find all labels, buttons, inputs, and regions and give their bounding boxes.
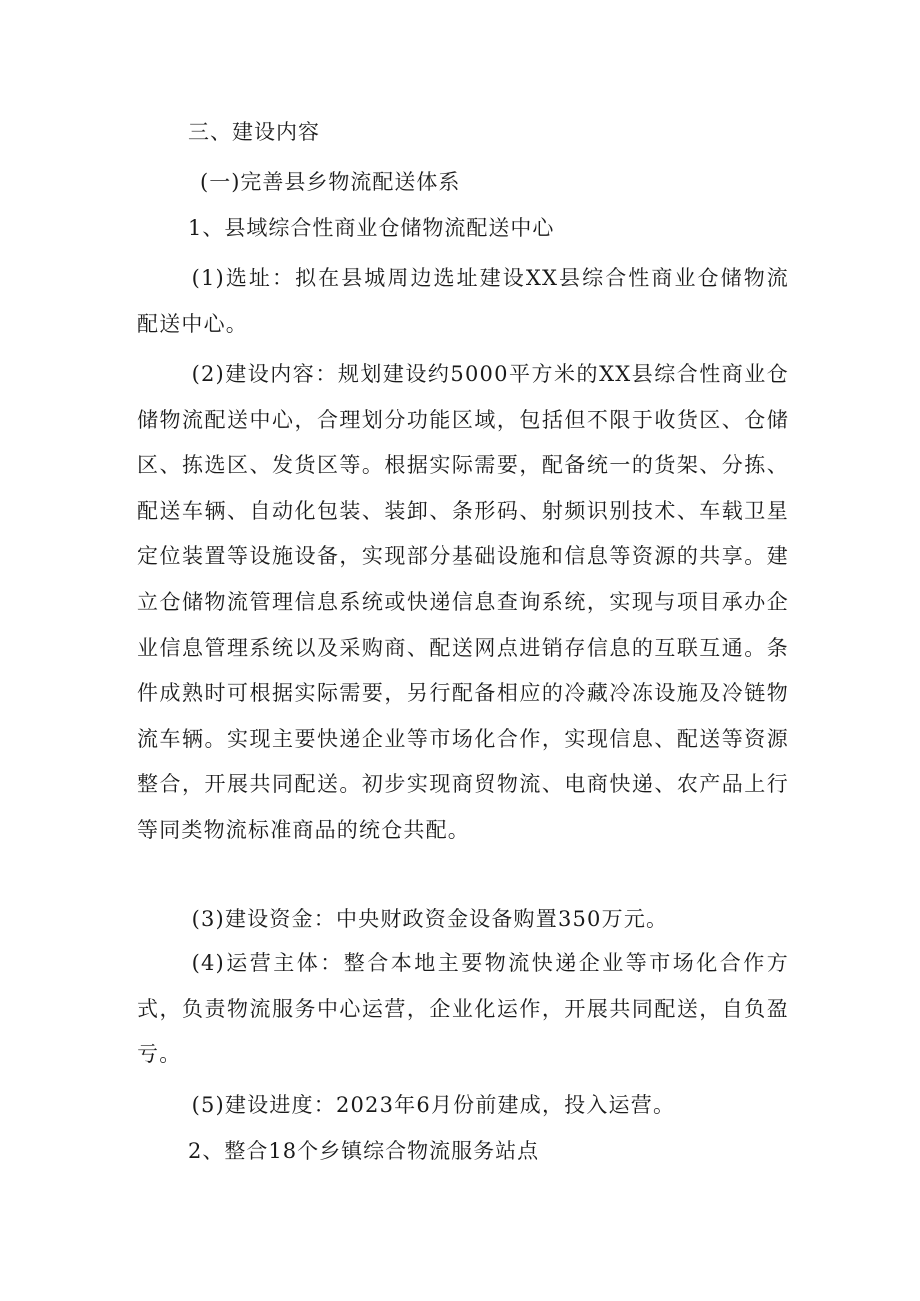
subsection-heading: (一)完善县乡物流配送体系 — [200, 170, 461, 194]
item2-heading: 2、整合18个乡镇综合物流服务站点 — [188, 1139, 540, 1163]
paragraph-site-selection: (1)选址：拟在县城周边选址建设XX县综合性商业仓储物流配送中心。 — [137, 266, 789, 336]
section-heading: 三、建设内容 — [188, 120, 320, 144]
paragraph-construction-progress: (5)建设进度：2023年6月份前建成，投入运营。 — [191, 1093, 676, 1117]
paragraph-construction-content: (2)建设内容：规划建设约5000平方米的XX县综合性商业仓储物流配送中心，合理划分功能区域，包括但不限于收货区、仓储区、拣选区、发货区等。根据实际需要，配备统一的货架、分拣、配送车辆、自动化包装、装卸、条形码、射频识别技术、车载卫星定位装置等设施设备，实现部分基础设施和信息等资源的共享。建立仓储物流管理信息系统或快递信息查询系统，实现与项目承办企业信息管理系统以及采购商、配送网点进销存信息的互联互通。条件成熟时可根据实际需要，另行配备相应的冷藏冷冻设施及冷链物流车辆。实现主要快递企业等市场化合作，实现信息、配送等资源整合，开展共同配送。初步实现商贸物流、电商快递、农产品上行等同类物流标准商品的统仓共配。 — [137, 362, 789, 842]
paragraph-construction-funds: (3)建设资金：中央财政资金设备购置350万元。 — [191, 907, 669, 931]
paragraph-operating-entity: (4)运营主体：整合本地主要物流快递企业等市场化合作方式，负责物流服务中心运营，企业化运作，开展共同配送，自负盈亏。 — [137, 951, 789, 1067]
item1-heading: 1、县域综合性商业仓储物流配送中心 — [188, 216, 555, 240]
